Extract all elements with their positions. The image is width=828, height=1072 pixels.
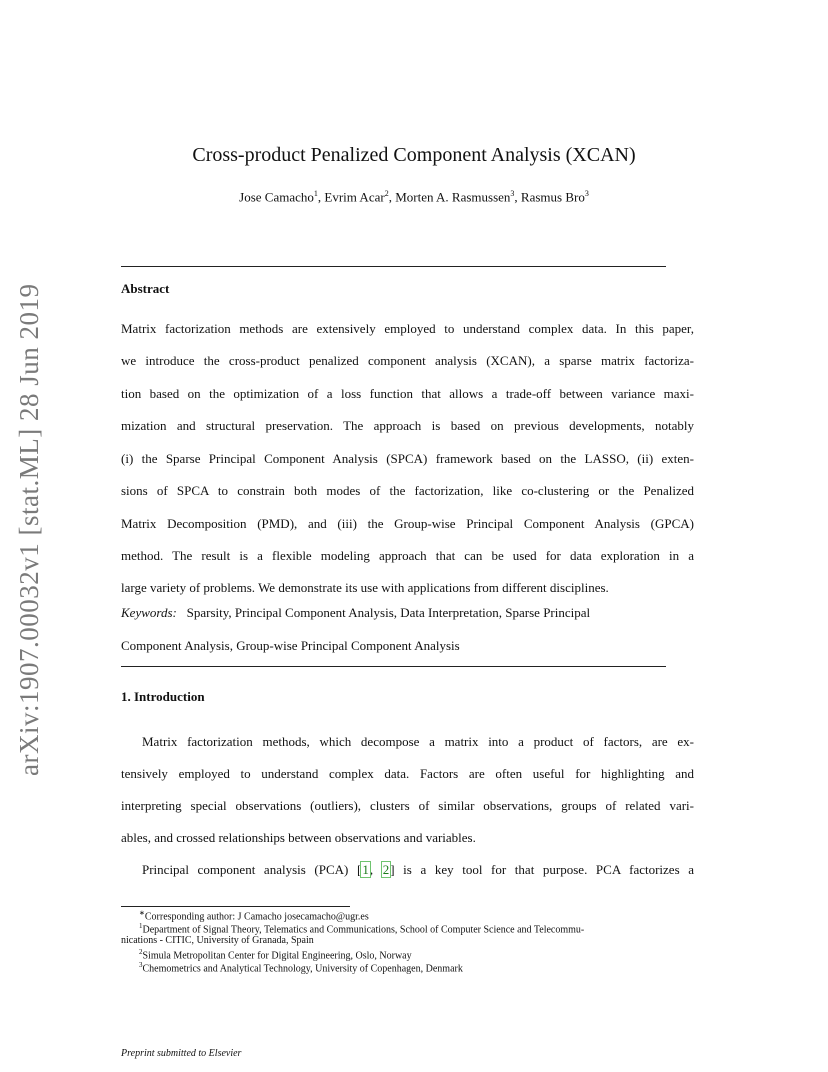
keywords-line-continued: Component Analysis, Group-wise Principal Component Analysis [121,638,460,653]
footnote-rule [121,906,350,907]
intro-line: tensively employed to understand complex data. Factors are often useful for highlighting and [121,766,694,781]
paper-title: Cross-product Penalized Component Analysis (XCAN) [192,144,636,166]
keywords-line [121,605,694,621]
abstract-line: (i) the Sparse Principal Component Analysis (SPCA) framework based on the LASSO, (ii) exten- [121,451,694,466]
arxiv-identifier[interactable]: arXiv:1907.00032v1 [stat.ML] 28 Jun 2019 [14,283,44,776]
abstract-line: we introduce the cross-product penalized component analysis (XCAN), a sparse matrix factoriza- [121,353,694,368]
abstract-line: Matrix factorization methods are extensively employed to understand complex data. In this paper, [121,321,694,336]
footnote-text: Department of Signal Theory, Telematics and Communications, School of Computer Science and Telecommu- [142,924,585,936]
author-name: Rasmus Bro [520,189,585,205]
abstract-line: mization and structural preservation. The approach is based on previous developments, notably [121,418,694,433]
abstract-line: method. The result is a flexible modeling approach that can be used for data exploration in a [121,548,694,563]
citation-link[interactable]: 2 [382,862,390,877]
abstract-line: large variety of problems. We demonstrate its use with applications from different disciplines. [121,580,609,595]
footnote-text: Simula Metropolitan Center for Digital Engineering, Oslo, Norway [142,950,412,962]
abstract-heading: Abstract [121,281,170,296]
keywords-text: Sparsity, Principal Component Analysis, Data Interpretation, Sparse Principal [186,605,591,620]
footnote-affiliation [139,948,412,961]
footnote-affiliation-continued: nications - CITIC, University of Granada, Spain [121,935,314,946]
footnote-text: Chemometrics and Analytical Technology, University of Copenhagen, Denmark [142,963,463,975]
citation-link[interactable]: 1 [362,862,369,877]
author-name: Jose Camacho [239,189,314,205]
abstract-line: sions of SPCA to constrain both modes of the factorization, like co-clustering or the Penalized [121,483,694,498]
footnote-text: Corresponding author: J Camacho josecamacho@ugr.es [144,911,369,923]
author-name: Morten A. Rasmussen [395,189,511,205]
abstract-top-rule [121,266,666,267]
author-affiliation-mark: 3 [584,189,589,198]
abstract-line: tion based on the optimization of a loss function that allows a trade-off between variance maxi- [121,386,694,401]
intro-line: interpreting special observations (outliers), clusters of similar observations, groups of related vari- [121,798,694,813]
keywords-label: Keywords: [121,605,177,620]
intro-pca-line: Principal component analysis (PCA) [1, 2] is a key tool for that purpose. PCA factorizes a [142,862,695,877]
author-affiliation-mark: 3 [510,189,515,198]
intro-pca-text: is a key tool for that purpose. PCA factorizes a [403,862,695,877]
footnote-mark: ∗ [139,909,145,917]
footnote-corresponding [139,909,369,922]
abstract-line: Matrix Decomposition (PMD), and (iii) the Group-wise Principal Component Analysis (GPCA) [121,516,694,531]
author-affiliation-mark: 2 [384,189,389,198]
preprint-note: Preprint submitted to Elsevier [121,1048,242,1059]
intro-pca-text: Principal component analysis (PCA) [142,862,349,877]
footnote-affiliation [139,922,584,935]
footnote-affiliation [139,961,463,974]
intro-line: ables, and crossed relationships between observations and variables. [121,830,476,845]
footnote-mark: 3 [139,961,143,969]
footnote-mark: 1 [139,922,143,930]
footnote-mark: 2 [139,948,143,956]
abstract-bottom-rule [121,666,666,667]
author-list: Jose Camacho$^1$, Evrim Acar$^2$, Morten A. Rasmussen$^3$, Rasmus Bro$^3$ [239,189,589,205]
author-affiliation-mark: 1 [313,189,318,198]
author-name: Evrim Acar [324,189,385,205]
introduction-heading: 1. Introduction [121,689,205,704]
intro-line: Matrix factorization methods, which decompose a matrix into a product of factors, are ex- [142,734,694,749]
